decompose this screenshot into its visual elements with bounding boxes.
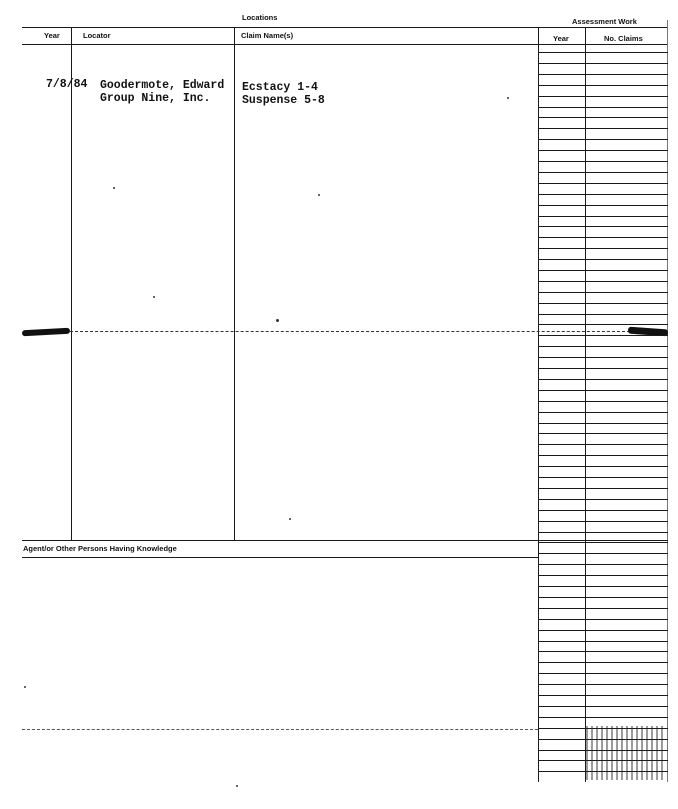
speck: [113, 187, 115, 189]
assessment-work-row-rule: [538, 455, 668, 456]
claims-assessment-divider: [538, 27, 539, 782]
locator-claims-divider: [234, 27, 235, 540]
assessment-work-row-rule: [538, 314, 668, 315]
assessment-work-row-rule: [538, 521, 668, 522]
entry-year: 7/8/84: [46, 78, 88, 91]
assessment-work-row-rule: [538, 510, 668, 511]
section-dashed-rule: [70, 331, 630, 332]
assessment-work-row-rule: [538, 542, 668, 543]
assessment-work-row-rule: [538, 401, 668, 402]
assessment-work-row-rule: [538, 466, 668, 467]
assessment-work-row-rule: [538, 63, 668, 64]
entry-claim-name: Ecstacy 1-4: [242, 81, 318, 94]
assessment-work-row-rule: [538, 161, 668, 162]
binder-mark-left: [22, 328, 70, 337]
assessment-work-row-rule: [538, 324, 668, 325]
assessment-work-row-rule: [538, 74, 668, 75]
assessment-work-row-rule: [538, 499, 668, 500]
entry-locator-line: Goodermote, Edward: [100, 79, 225, 92]
no-claims-column-header: No. Claims: [604, 34, 643, 43]
assessment-work-row-rule: [538, 335, 668, 336]
assessment-work-row-rule: [538, 684, 668, 685]
assessment-work-row-rule: [538, 641, 668, 642]
assessment-work-row-rule: [538, 292, 668, 293]
speck: [507, 97, 509, 99]
assessment-work-row-rule: [538, 248, 668, 249]
assessment-work-row-rule: [538, 673, 668, 674]
assessment-work-row-rule: [538, 532, 668, 533]
assessment-work-row-rule: [538, 412, 668, 413]
agent-section-label-rule: [22, 557, 538, 558]
assessment-work-row-rule: [538, 630, 668, 631]
assessment-work-row-rule: [538, 357, 668, 358]
assessment-work-row-rule: [538, 259, 668, 260]
locations-section-header: Locations: [242, 13, 278, 22]
locator-column-header: Locator: [83, 31, 111, 40]
assessment-work-row-rule: [538, 183, 668, 184]
assessment-work-row-rule: [538, 216, 668, 217]
assessment-work-row-rule: [538, 423, 668, 424]
assessment-work-section-header: Assessment Work: [572, 17, 637, 26]
scan-noise: [586, 726, 666, 780]
assessment-work-row-rule: [538, 619, 668, 620]
year-column-header: Year: [44, 31, 60, 40]
assessment-work-row-rule: [538, 281, 668, 282]
assessment-work-row-rule: [538, 553, 668, 554]
assessment-work-row-rule: [538, 444, 668, 445]
assessment-work-row-rule: [538, 608, 668, 609]
assessment-year-column-header: Year: [553, 34, 569, 43]
entry-locator-line: Group Nine, Inc.: [100, 92, 211, 105]
assessment-work-row-rule: [538, 597, 668, 598]
agent-section-label: Agent/or Other Persons Having Knowledge: [23, 544, 177, 553]
assessment-work-row-rule: [538, 194, 668, 195]
assessment-work-row-rule: [538, 717, 668, 718]
assessment-year-divider: [585, 27, 586, 782]
assessment-work-row-rule: [538, 695, 668, 696]
assessment-work-row-rule: [538, 117, 668, 118]
assessment-work-row-rule: [538, 52, 668, 53]
assessment-work-row-rule: [538, 303, 668, 304]
assessment-work-row-rule: [538, 706, 668, 707]
assessment-work-row-rule: [538, 575, 668, 576]
assessment-work-row-rule: [538, 390, 668, 391]
assessment-work-row-rule: [538, 128, 668, 129]
assessment-work-row-rule: [538, 205, 668, 206]
year-locator-divider: [71, 27, 72, 540]
assessment-work-row-rule: [538, 346, 668, 347]
speck: [236, 785, 238, 787]
speck: [318, 194, 320, 196]
claim-names-column-header: Claim Name(s): [241, 31, 294, 40]
assessment-work-row-rule: [538, 586, 668, 587]
assessment-work-row-rule: [538, 651, 668, 652]
speck: [289, 518, 291, 520]
assessment-work-row-rule: [538, 477, 668, 478]
header-bottom-rule: [22, 44, 668, 45]
assessment-work-row-rule: [538, 488, 668, 489]
assessment-work-row-rule: [538, 139, 668, 140]
assessment-work-row-rule: [538, 368, 668, 369]
assessment-work-row-rule: [538, 226, 668, 227]
speck: [24, 686, 26, 688]
entry-claim-name: Suspense 5-8: [242, 94, 325, 107]
assessment-work-row-rule: [538, 172, 668, 173]
speck: [276, 319, 279, 322]
assessment-work-row-rule: [538, 150, 668, 151]
bottom-dashed-rule: [22, 729, 538, 730]
assessment-work-row-rule: [538, 237, 668, 238]
speck: [153, 296, 155, 298]
agent-section-top-rule: [22, 540, 668, 541]
assessment-work-row-rule: [538, 433, 668, 434]
assessment-work-row-rule: [538, 564, 668, 565]
assessment-work-row-rule: [538, 85, 668, 86]
assessment-work-row-rule: [538, 107, 668, 108]
assessment-work-row-rule: [538, 379, 668, 380]
assessment-work-row-rule: [538, 662, 668, 663]
assessment-work-row-rule: [538, 270, 668, 271]
assessment-work-row-rule: [538, 96, 668, 97]
header-top-rule: [22, 27, 668, 28]
